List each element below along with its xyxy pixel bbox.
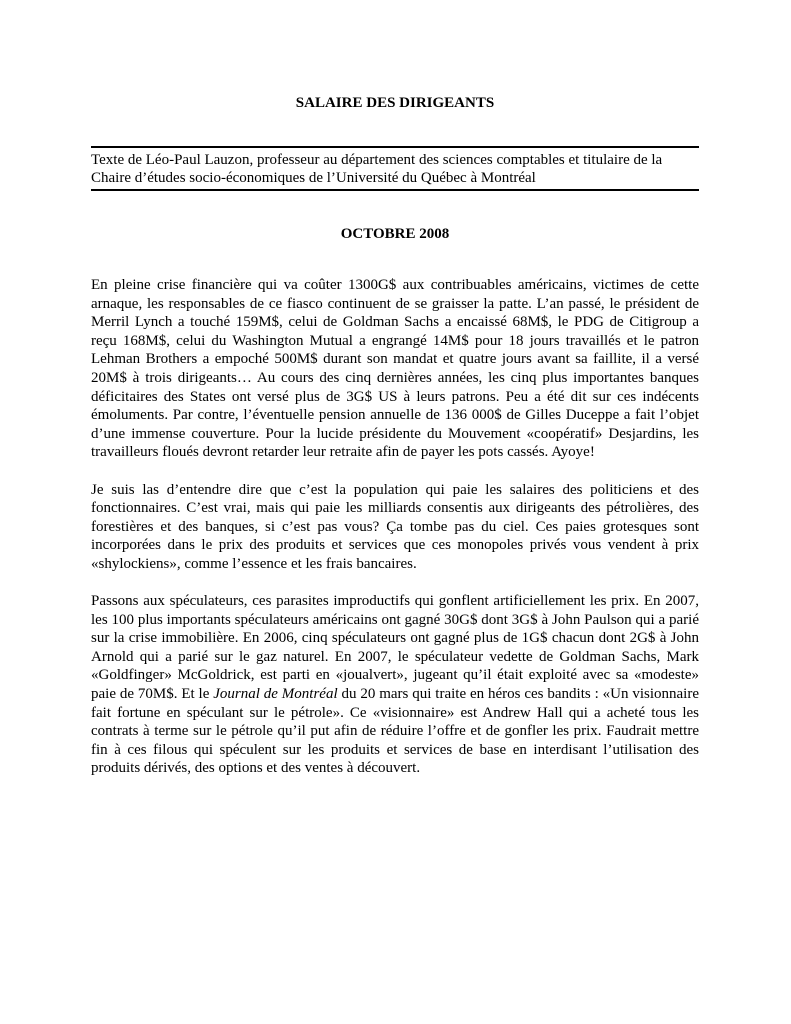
paragraph-1: En pleine crise financière qui va coûter 1300G$ aux contribuables américains, victimes de cette arnaque, les responsables de ce fiasco continuent de se graisser la patte. L’an passé, le président de Merril Lynch a touché 159M$, celui de Goldman Sachs a encaissé 68M$, le PDG de Citigroup a reçu 168M$, celui du Washington Mutual a engrangé 14M$ pour 18 jours travaillés et le patron Lehman Brothers a empoché 500M$ durant son mandat et quatre jours avant sa faillite, il a versé 20M$ à trois dirigeants… Au cours des cinq dernières années, les cinq plus importantes banques déficitaires des States ont versé plus de 3G$ US à leurs patrons. Peu a été dit sur ces indécents émoluments. Par contre, l’éventuelle pension annuelle de 136 000$ de Gilles Duceppe a fait l’objet d’une immense couverture. Pour la lucide présidente du Mouvement «coopératif» Desjardins, les travailleurs floués devront retarder leur retraite afin de payer les pots cassés. Ayoye! (91, 277, 699, 461)
article-body (91, 276, 699, 797)
document-date: OCTOBRE 2008 (340, 226, 450, 242)
paragraph-2: Je suis las d’entendre dire que c’est la population qui paie les salaires des politiciens et des fonctionnaires. C’est vrai, mais qui paie les milliards consentis aux dirigeants des pétrolières, des forestières et des banques, si c’est pas vous? Ça tombe pas du ciel. Ces paies grotesques sont incorporées dans le prix des produits et services que ces monopoles privés vous vendent à prix «shylockiens», comme l’essence et les frais bancaires. (91, 481, 699, 572)
author-line: Texte de Léo-Paul Lauzon, professeur au département des sciences comptables et titulaire de la Chaire d’études socio-économiques de l’Université du Québec à Montréal (91, 146, 699, 191)
document-title: SALAIRE DES DIRIGEANTS (295, 95, 495, 111)
paragraph-3 (91, 592, 699, 778)
paragraph-3-part-b: du 20 mars qui traite en héros ces bandits : «Un visionnaire fait fortune en spéculant sur le pétrole». Ce «visionnaire» est Andrew Hall qui a acheté tous les contrats à terme sur le pétrole qu’il put afin de réduire l’offre et de gonfler les prix. Faudrait mettre fin à ces filous qui spéculent sur les produits et services de base en interdisant l’utilisation des produits dérivés, des options et des ventes à découvert. (91, 686, 699, 777)
newspaper-title: Journal de Montréal (213, 686, 338, 703)
paragraph-3-part-a: Passons aux spéculateurs, ces parasites improductifs qui gonflent artificiellement les prix. En 2007, les 100 plus importants spéculateurs américains ont gagné 30G$ dont 3G$ à John Paulson qui a parié sur la crise immobilière. En 2006, cinq spéculateurs ont gagné plus de 1G$ chacun dont 2G$ à John Arnold qui a parié sur le gaz naturel. En 2007, le spéculateur vedette de Goldman Sachs, Mark «Goldfinger» McGoldrick, est parti en «joualvert», jugeant qu’il était exploité avec sa «modeste» paie de 70M$. Et le (91, 593, 699, 703)
